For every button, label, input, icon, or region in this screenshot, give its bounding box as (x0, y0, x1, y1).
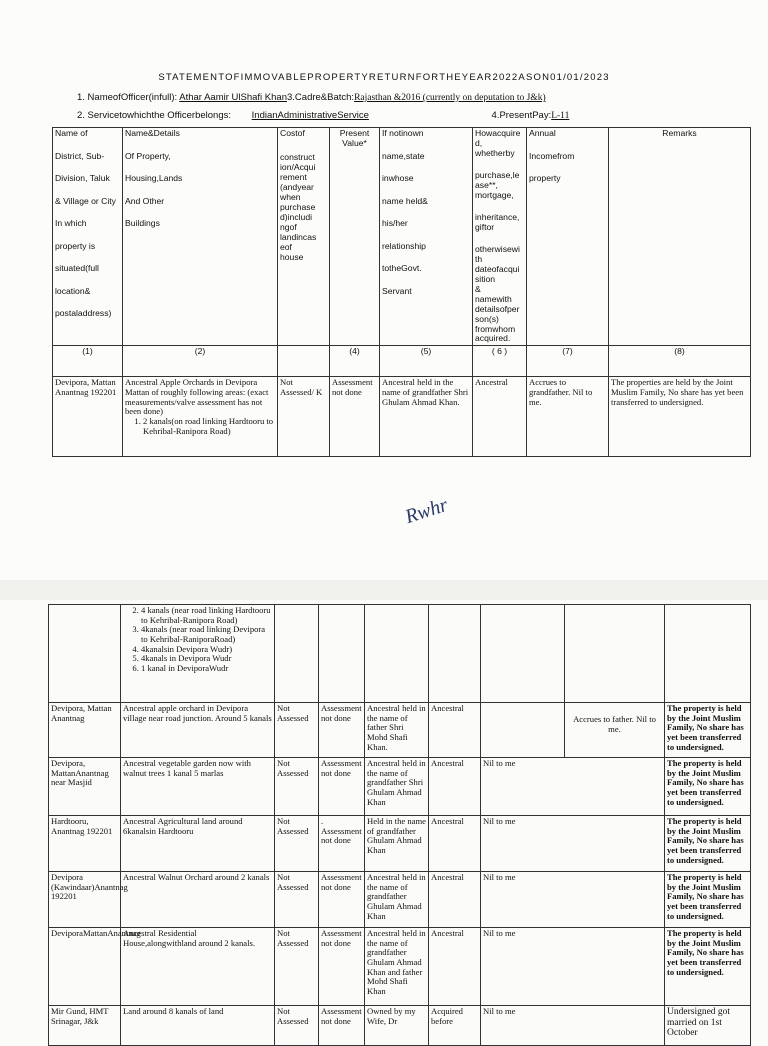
table-row (49, 605, 751, 703)
service-value: IndianAdministrativeService (251, 110, 369, 121)
header-col2: Name&Details Of Property, Housing,Lands And Other Buildings (123, 128, 278, 346)
table-row: Devipora, Mattan Anantnag Ancestral apple orchard in Devipora village near road junction. Around 5 kanals Not Assessed Assessment not done Ancestral held in the name of father Shri Mohd Shafi Khan. Ancestral Accrues to father. Nil to me. The property is held by the Joint Muslim Family, No share has yet been transferred to undersigned. (49, 703, 751, 758)
property-table-page2 (48, 604, 751, 1046)
header-col5: If notinown name,state inwhose name held& his/her relationship totheGovt. Servant (380, 128, 473, 346)
officer-label: 1. NameofOfficer(infull): (77, 92, 180, 103)
header-col1: Name of District, Sub- Division, Taluk & Village or City In which property is situated(full location& postaladdress) (53, 128, 123, 346)
list-item: 4. 4kanalsin Devipora Wudr) (141, 645, 272, 655)
column-number-row (53, 346, 751, 377)
row1-remarks: The properties are held by the Joint Muslim Family, No share has yet been transferred to undersigned. (609, 377, 751, 457)
header-row (53, 128, 751, 346)
list-item: 6. 1 kanal in DeviporaWudr (141, 664, 272, 674)
col-num-1: (1) (53, 346, 123, 377)
list-item: 3. 4kanals (near road linking Devipora to Kehribal-RaniporaRoad) (141, 625, 272, 644)
cadre-value: Rajasthan &2016 (currently on deputation to J&k) (354, 93, 546, 103)
continued-items (121, 605, 275, 703)
service-line (77, 110, 569, 121)
header-col7: Annual Incomefrom property (527, 128, 609, 346)
header-col4: Present Value* (330, 128, 380, 346)
table-row: Devipora, MattanAnantnag near Masjid Ancestral vegetable garden now with walnut trees 1 kanal 5 marlas Not Assessed Assessment not done Ancestral held in the name of grandfather Shri Ghulam Ahmad Khan Ancestral Nil to me The property is held by the Joint Muslim Family, No share has yet been transferred to undersigned. (49, 758, 751, 816)
pay-label: 4.PresentPay: (491, 110, 552, 121)
row1-details: Ancestral Apple Orchards in Devipora Mattan of roughly following areas: (exact measurements/valve assessment has not been done) 1. 2 kanals(on road linking Hardtooru to Kehribal-Ranipora Road) (123, 377, 278, 457)
list-item: 5. 4kanals in Devipora Wudr (141, 654, 272, 664)
cadre-label: 3.Cadre&Batch: (287, 92, 355, 103)
col-num-2: (2) (123, 346, 278, 377)
col-num-5: (5) (380, 346, 473, 377)
page-gap (0, 580, 768, 600)
col-num-7: (7) (527, 346, 609, 377)
table-row: Mir Gund, HMT Srinagar, J&k Land around 8 kanals of land Not Assessed Assessment not done Owned by my Wife, Dr Acquired before Nil to me Undersigned got married on 1st October (49, 1006, 751, 1046)
col-num-3 (278, 346, 330, 377)
property-table-page1 (52, 127, 751, 457)
row1-cost: Not Assessed/ K (278, 377, 330, 457)
service-label: 2. Servicetowhichthe Officerbelongs: (77, 110, 232, 121)
pay-value: L-11 (551, 111, 570, 121)
header-col3: Costof construct ion/Acqui rement (andyear when purchase d)includi ngof landincas eof house (278, 128, 330, 346)
col-num-6: ( 6 ) (473, 346, 527, 377)
header-col6: Howacquire d, whetherby purchase,le ase**, mortgage, inheritance, giftor otherwisewi th dateofacqui sition & namewith detailsofper son(s) fromwhom acquired. (473, 128, 527, 346)
officer-line (77, 92, 546, 103)
row1-income: Accrues to grandfather. Nil to me. (527, 377, 609, 457)
row1-how: Ancestral (473, 377, 527, 457)
table-row (53, 377, 751, 457)
list-item: 2. 4 kanals (near road linking Hardtooru to Kehribal-Ranipora Road) (141, 606, 272, 625)
row1-location: Devipora, Mattan Anantnag 192201 (53, 377, 123, 457)
col-num-8: (8) (609, 346, 751, 377)
table-row: DeviporaMattanAnantnag Ancestral Residential House,alongwithland around 2 kanals. Not Assessed Assessment not done Ancestral held in the name of grandfather Ghulam Ahmad Khan and father Mohd Shafi Khan Ancestral Nil to me The property is held by the Joint Muslim Family, No share has yet been transferred to undersigned. (49, 928, 751, 1006)
row1-held: Ancestral held in the name of grandfather Shri Ghulam Ahmad Khan. (380, 377, 473, 457)
table-row: Devipora (Kawindaar)Anantnag 192201 Ancestral Walnut Orchard around 2 kanals Not Assessed Assessment not done Ancestral held in the name of grandfather Ghulam Ahmad Khan Ancestral Nil to me The property is held by the Joint Muslim Family, No share has yet been transferred to undersigned. (49, 872, 751, 928)
header-col8: Remarks (609, 128, 751, 346)
col-num-4: (4) (330, 346, 380, 377)
signature: Rwhr (402, 493, 451, 529)
row1-value: Assessment not done (330, 377, 380, 457)
table-row: Hardtooru, Anantnag 192201 Ancestral Agricultural land around 6kanalsin Hardtooru Not Assessed . Assessment not done Held in the name of grandfather Ghulam Ahmad Khan Ancestral Nil to me The property is held by the Joint Muslim Family, No share has yet been transferred to undersigned. (49, 816, 751, 872)
document-title: STATEMENTOFIMMOVABLEPROPERTYRETURNFORTHEYEAR2022ASON01/01/2023 (158, 72, 610, 83)
officer-name: Athar Aamir UlShafi Khan (179, 92, 287, 103)
list-item: 1. 2 kanals(on road linking Hardtooru to Kehribal-Ranipora Road) (143, 417, 275, 436)
